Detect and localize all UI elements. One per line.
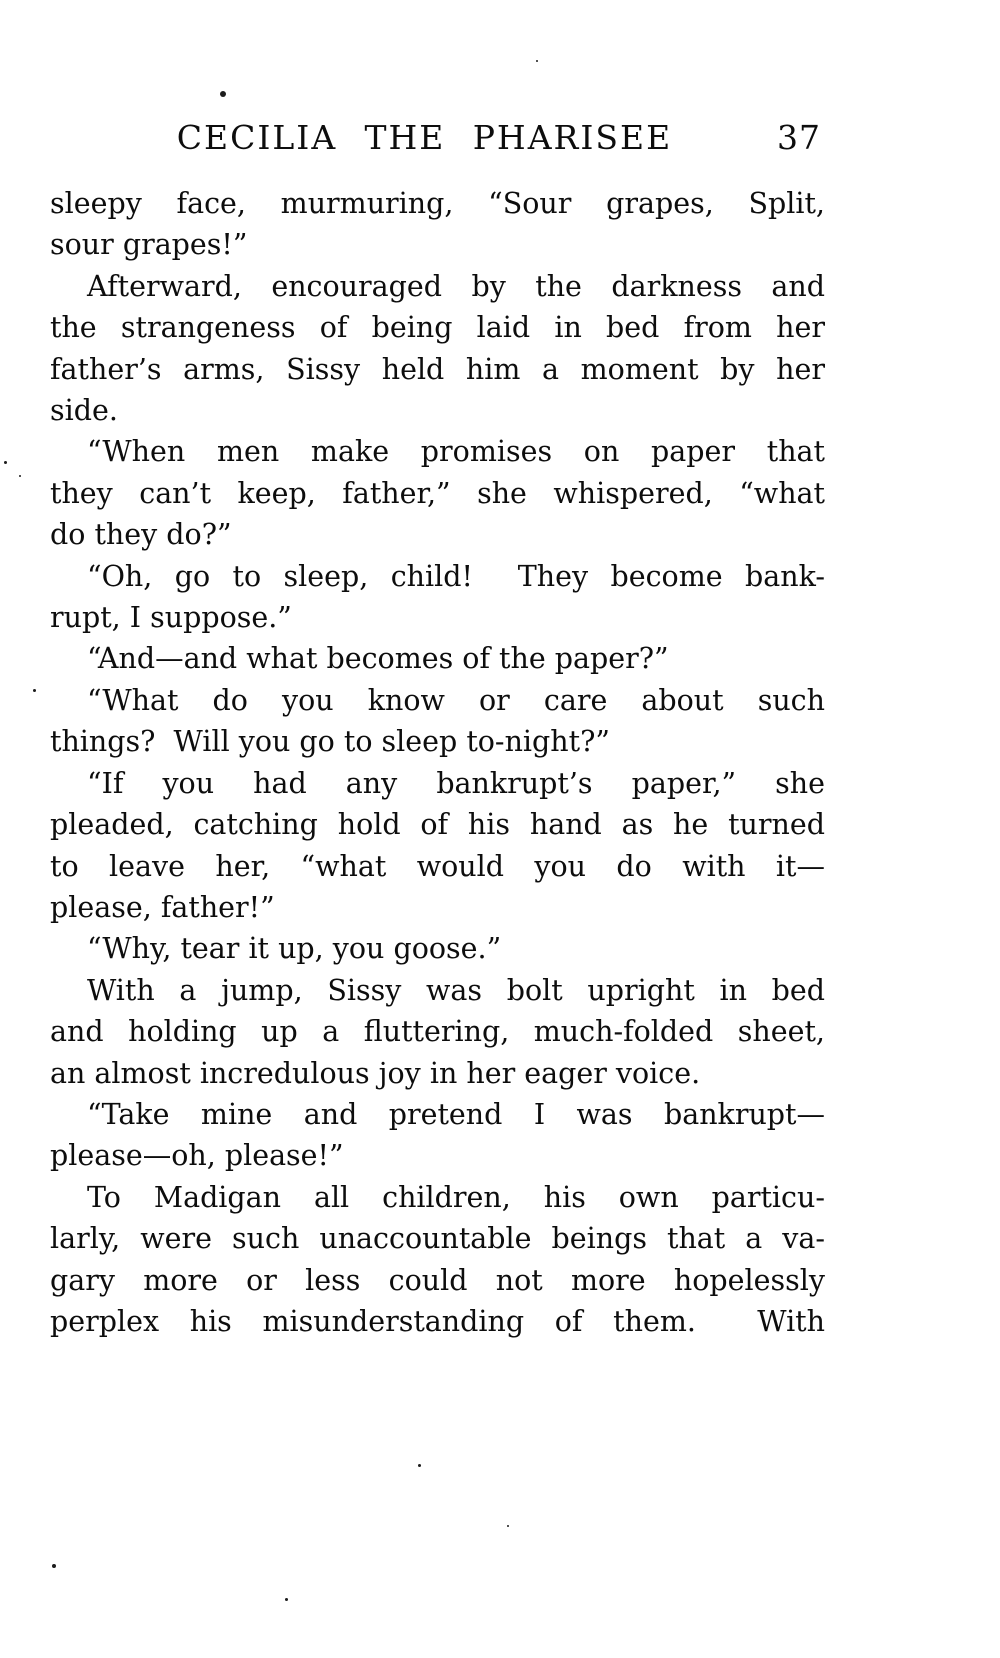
text-line: an almost incredulous joy in her eager voice. [50,1056,701,1090]
scan-speck [19,475,21,477]
text-line: Afterward, encouraged by the darkness and [87,269,825,303]
paragraph [50,970,825,1094]
text-line: the strangeness of being laid in bed from her [50,311,825,345]
page-number: 37 [777,118,821,157]
text-line: With a jump, Sissy was bolt upright in bed [87,973,825,1007]
text-line: “Why, tear it up, you goose.” [87,932,502,966]
scan-speck [33,689,36,692]
text-line: rupt, I suppose.” [50,601,292,635]
paragraph [50,183,825,266]
text-line: “If you had any bankrupt’s paper,” she [87,766,825,800]
text-line: larly, were such unaccountable beings that a va- [50,1222,825,1256]
text-line: “And—and what becomes of the paper?” [87,642,669,676]
text-line: they can’t keep, father,” she whispered, “what [50,476,825,510]
paragraph [50,680,825,763]
text-line: sour grapes!” [50,228,248,262]
paragraph [50,1094,825,1177]
text-line: “When men make promises on paper that [87,435,825,469]
text-line: gary more or less could not more hopelessly [50,1263,825,1297]
body-text [50,183,825,1342]
text-line: sleepy face, murmuring, “Sour grapes, Split, [50,187,825,220]
text-line: pleaded, catching hold of his hand as he turned [50,808,825,842]
paragraph [50,1177,825,1343]
paragraph [50,431,825,555]
text-line: do they do?” [50,518,232,552]
running-header-title: CECILIA THE PHARISEE [176,118,673,157]
text-line: To Madigan all children, his own particu- [87,1180,825,1214]
text-line: side. [50,394,118,428]
scan-speck [507,1525,509,1527]
paragraph [50,928,825,969]
scan-speck [285,1598,288,1601]
paragraph [50,266,825,432]
text-line: please—oh, please!” [50,1139,344,1173]
text-line: please, father!” [50,890,275,924]
text-line: perplex his misunderstanding of them. With [50,1304,825,1338]
paragraph [50,638,825,679]
scan-speck [220,91,226,97]
text-line: father’s arms, Sissy held him a moment by her [50,352,825,386]
scan-speck [52,1564,56,1568]
text-line: things? Will you go to sleep to-night?” [50,725,610,759]
text-line: “Oh, go to sleep, child! They become bank- [87,559,825,593]
text-line: “Take mine and pretend I was bankrupt— [87,1097,825,1131]
running-header [50,118,825,162]
scan-speck [4,461,7,464]
text-line: “What do you know or care about such [87,683,825,717]
scan-speck [536,60,538,62]
text-line: to leave her, “what would you do with it— [50,849,825,883]
paragraph [50,556,825,639]
scan-speck [418,1464,421,1467]
paragraph [50,763,825,929]
text-line: and holding up a fluttering, much-folded sheet, [50,1015,825,1049]
